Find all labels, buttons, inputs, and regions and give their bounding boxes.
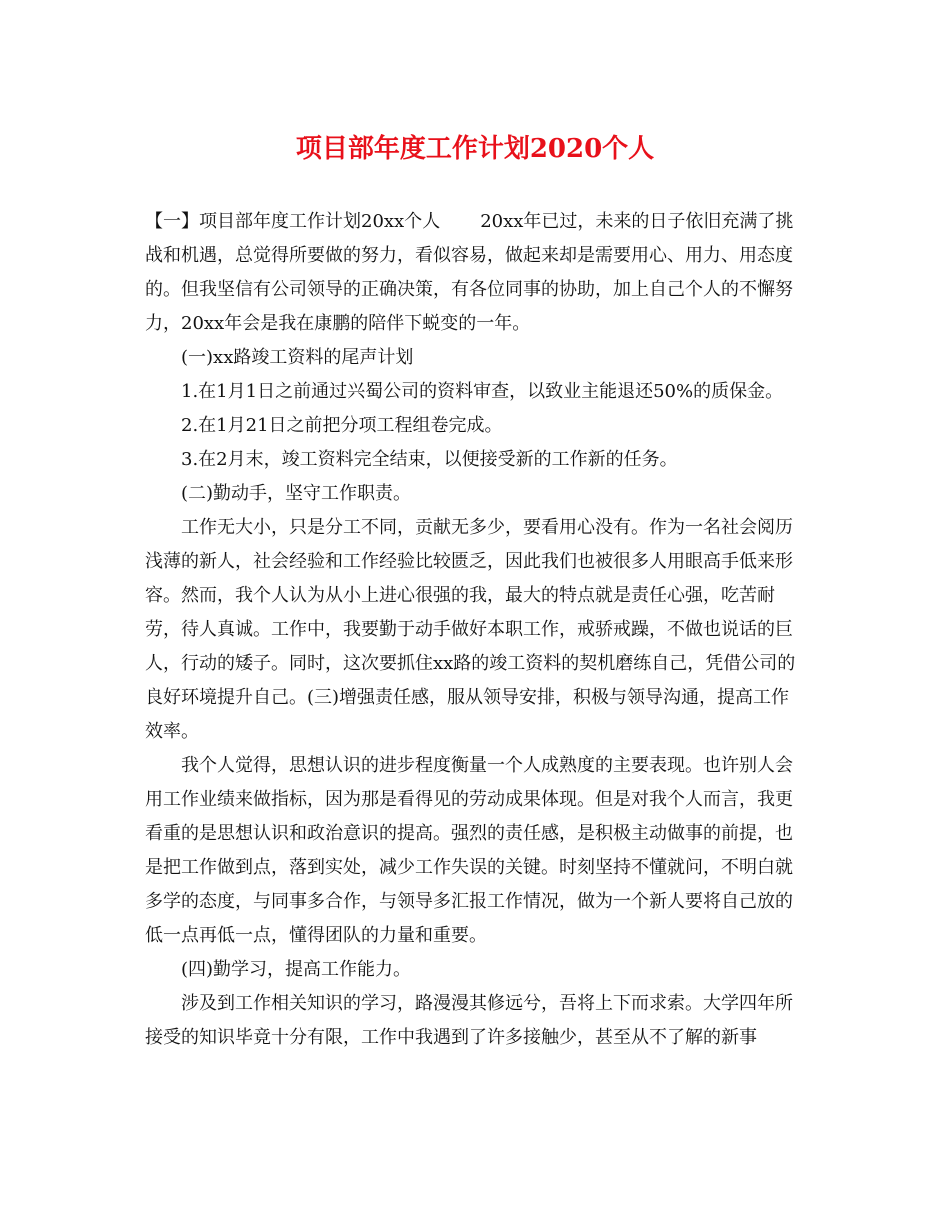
list-item: 2.在1月21日之前把分项工程组卷完成。 xyxy=(181,415,503,436)
intro-text: 20xx年已过，未来的日子依旧充满了挑战和机遇，总觉得所要做的努力，看似容易，做起来却是需要用心、用力、用态度的。但我坚信有公司领导的正确决策，有各位同事的协助，加上自己个人的不懈努力，20xx年会是我在康鹏的陪伴下蜕变的一年。 xyxy=(145,211,794,334)
list-item: 3.在2月末，竣工资料完全结束，以便接受新的工作新的任务。 xyxy=(181,449,678,470)
list-item: 1.在1月1日之前通过兴蜀公司的资料审查，以致业主能退还50%的质保金。 xyxy=(181,381,784,402)
subheading-learning: (四)勤学习，提高工作能力。 xyxy=(181,959,412,980)
paragraph-responsibility: 我个人觉得，思想认识的进步程度衡量一个人成熟度的主要表现。也许别人会用工作业绩来做指标，因为那是看得见的劳动成果体现。但是对我个人而言，我更看重的是思想认识和政治意识的提高。强烈的责任感，是积极主动做事的前提，也是把工作做到点，落到实处，减少工作失误的关键。时刻坚持不懂就问，不明白就多学的态度，与同事多合作，与领导多汇报工作情况，做为一个新人要将自己放的低一点再低一点，懂得团队的力量和重要。 xyxy=(145,755,793,946)
paragraph-intro xyxy=(145,205,805,341)
subheading-completion-plan: (一)xx路竣工资料的尾声计划 xyxy=(181,347,414,368)
document-title: 项目部年度工作计划2020个人 xyxy=(295,134,655,164)
document-body xyxy=(145,205,805,1055)
paragraph-learning: 涉及到工作相关知识的学习，路漫漫其修远兮，吾将上下而求索。大学四年所接受的知识毕竟十分有限，工作中我遇到了许多接触少，甚至从不了解的新事 xyxy=(145,993,793,1048)
section-heading-one: 【一】项目部年度工作计划20xx个人 xyxy=(145,211,441,232)
subheading-diligence: (二)勤动手，坚守工作职责。 xyxy=(181,483,412,504)
paragraph-work-attitude: 工作无大小，只是分工不同，贡献无多少，要看用心没有。作为一名社会阅历浅薄的新人，社会经验和工作经验比较匮乏，因此我们也被很多人用眼高手低来形容。然而，我个人认为从小上进心很强的我，最大的特点就是责任心强，吃苦耐劳，待人真诚。工作中，我要勤于动手做好本职工作，戒骄戒躁，不做也说话的巨人，行动的矮子。同时，这次要抓住xx路的竣工资料的契机磨练自己，凭借公司的良好环境提升自己。(三)增强责任感，服从领导安排，积极与领导沟通，提高工作效率。 xyxy=(145,517,796,742)
